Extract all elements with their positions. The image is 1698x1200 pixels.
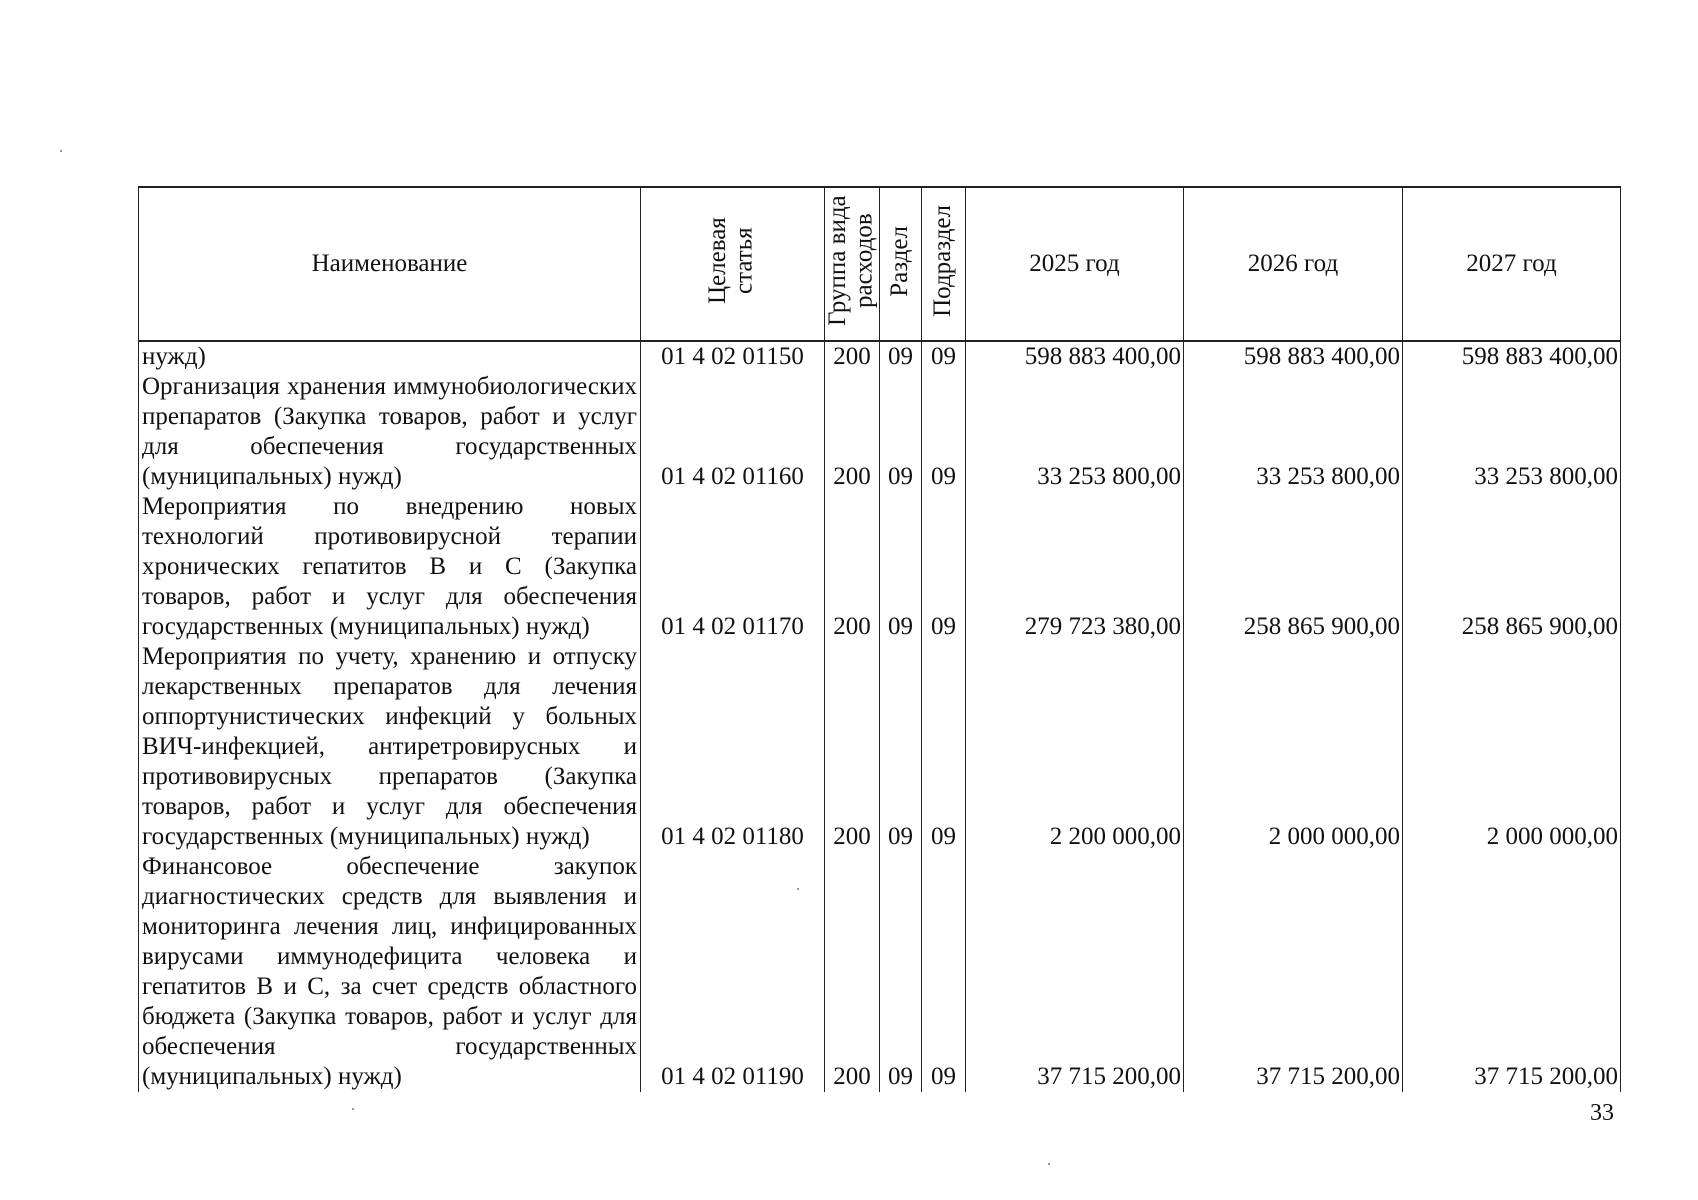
cell-target-article: 01 4 02 01160: [641, 372, 825, 492]
cell-2027: 598 883 400,00: [1403, 341, 1621, 372]
cell-subsection: 09: [922, 372, 966, 492]
budget-table: [138, 186, 1621, 1092]
cell-expense-group: 200: [825, 372, 880, 492]
cell-section: 09: [880, 852, 922, 1092]
cell-expense-group: 200: [825, 642, 880, 852]
scan-speck: [352, 1108, 354, 1110]
cell-expense-group: 200: [825, 341, 880, 372]
table-row: [139, 341, 1621, 372]
table-row: [139, 852, 1621, 1092]
cell-subsection: 09: [922, 852, 966, 1092]
table-row: [139, 372, 1621, 492]
cell-2026: 2 000 000,00: [1184, 642, 1403, 852]
cell-2025: 2 200 000,00: [966, 642, 1184, 852]
header-expense-group-text: Группа вида расходов: [824, 195, 878, 327]
cell-2025: 279 723 380,00: [966, 492, 1184, 642]
table-header-row: [139, 187, 1621, 341]
cell-2026: 37 715 200,00: [1184, 852, 1403, 1092]
cell-section: 09: [880, 372, 922, 492]
cell-subsection: 09: [922, 642, 966, 852]
header-2027: 2027 год: [1403, 187, 1621, 341]
table-row: [139, 492, 1621, 642]
cell-2027: 33 253 800,00: [1403, 372, 1621, 492]
cell-2025: 598 883 400,00: [966, 341, 1184, 372]
cell-2027: 37 715 200,00: [1403, 852, 1621, 1092]
header-2026: 2026 год: [1184, 187, 1403, 341]
cell-2027: 258 865 900,00: [1403, 492, 1621, 642]
cell-expense-group: 200: [825, 852, 880, 1092]
page-number: 33: [1590, 1100, 1614, 1126]
cell-2025: 33 253 800,00: [966, 372, 1184, 492]
header-section-text: Раздел: [886, 225, 914, 297]
scan-speck: [60, 150, 62, 152]
scan-speck: [797, 888, 799, 890]
cell-expense-group: 200: [825, 492, 880, 642]
cell-2026: 258 865 900,00: [1184, 492, 1403, 642]
cell-subsection: 09: [922, 341, 966, 372]
cell-section: 09: [880, 341, 922, 372]
cell-name: Мероприятия по внедрению новых технологий противовирусной терапии хронических гепатитов В и С (Закупка товаров, работ и услуг для обеспечения государственных (муниципальных) нужд): [139, 492, 641, 642]
cell-name: Финансовое обеспечение закупок диагностических средств для выявления и мониторинга лечения лиц, инфицированных вирусами иммунодефицита человека и гепатитов В и С, за счет средств областного бюджета (Закупка товаров, работ и услуг для обеспечения государственных (муниципальных) нужд): [139, 852, 641, 1092]
header-target-article: [641, 187, 825, 341]
cell-section: 09: [880, 642, 922, 852]
table-row: [139, 642, 1621, 852]
header-subsection-text: Подраздел: [929, 205, 957, 317]
cell-name: Организация хранения иммунобиологических препаратов (Закупка товаров, работ и услуг для обеспечения государственных (муниципальных) нужд): [139, 372, 641, 492]
cell-2025: 37 715 200,00: [966, 852, 1184, 1092]
header-expense-group: [825, 187, 880, 341]
header-name: Наименование: [139, 187, 641, 341]
cell-name: нужд): [139, 341, 641, 372]
cell-2026: 598 883 400,00: [1184, 341, 1403, 372]
cell-target-article: 01 4 02 01170: [641, 492, 825, 642]
cell-target-article: 01 4 02 01190: [641, 852, 825, 1092]
cell-2027: 2 000 000,00: [1403, 642, 1621, 852]
header-subsection: [922, 187, 966, 341]
header-2025: 2025 год: [966, 187, 1184, 341]
cell-section: 09: [880, 492, 922, 642]
cell-target-article: 01 4 02 01180: [641, 642, 825, 852]
cell-name: Мероприятия по учету, хранению и отпуску лекарственных препаратов для лечения оппортунистических инфекций у больных ВИЧ-инфекцией, антиретровирусных и противовирусных препаратов (Закупка товаров, работ и услуг для обеспечения государственных (муниципальных) нужд): [139, 642, 641, 852]
cell-2026: 33 253 800,00: [1184, 372, 1403, 492]
header-section: [880, 187, 922, 341]
cell-subsection: 09: [922, 492, 966, 642]
cell-target-article: 01 4 02 01150: [641, 341, 825, 372]
scan-speck: [1048, 1163, 1050, 1165]
header-target-article-text: Целевая статья: [703, 217, 757, 305]
